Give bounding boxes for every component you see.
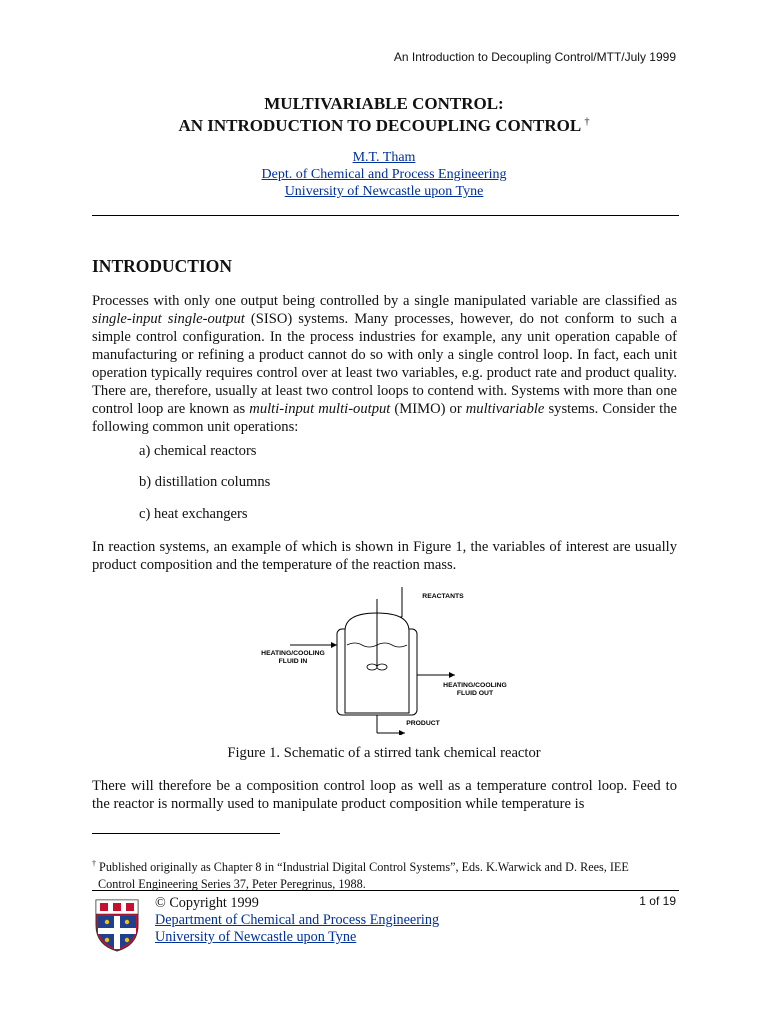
list-item-distillation: b) distillation columns xyxy=(139,474,271,490)
author-university-link[interactable]: University of Newcastle upon Tyne xyxy=(284,184,484,199)
para1-emph-2: multi-input multi-output xyxy=(249,401,391,417)
title-divider xyxy=(92,215,679,216)
author-name-link[interactable]: M.T. Tham xyxy=(352,150,416,165)
list-item-reactors: a) chemical reactors xyxy=(139,443,257,459)
label-product: PRODUCT xyxy=(406,720,440,727)
footer-divider xyxy=(92,890,679,891)
copyright: © Copyright 1999 xyxy=(155,895,259,911)
para1-text-4: systems. Consider the following common unit operations: xyxy=(92,401,677,435)
author-name[interactable] xyxy=(0,150,768,166)
university-crest-icon xyxy=(93,897,141,953)
figure-caption: Figure 1. Schematic of a stirred tank chemical reactor xyxy=(227,745,541,761)
title-line-2-text: AN INTRODUCTION TO DECOUPLING CONTROL xyxy=(178,116,581,135)
label-fluid-in-1: HEATING/COOLING xyxy=(261,650,325,657)
paragraph-control-loops: There will therefore be a composition control loop as well as a temperature control loop. Feed to the reactor is normally used to manipulate product composition while temperature is xyxy=(92,778,677,812)
reactor-schematic xyxy=(250,585,520,735)
fluid-out-arrow xyxy=(449,672,455,678)
page-number: 1 of 19 xyxy=(639,894,676,908)
para1-emph-1: single-input single-output xyxy=(92,311,245,327)
footnote-line-2: Control Engineering Series 37, Peter Peregrinus, 1988. xyxy=(98,877,366,892)
footnote-text-1: Published originally as Chapter 8 in “Industrial Digital Control Systems”, Eds. K.Warwick and D. Rees, IEE xyxy=(96,860,629,875)
author-dept-link[interactable]: Dept. of Chemical and Process Engineering xyxy=(261,167,507,182)
list-item-heat-exchangers: c) heat exchangers xyxy=(139,506,248,522)
footer-university-link[interactable]: University of Newcastle upon Tyne xyxy=(155,929,357,945)
author-dept[interactable] xyxy=(0,167,768,183)
title-line-2 xyxy=(0,116,768,136)
label-reactants: REACTANTS xyxy=(422,593,464,600)
fluid-in-arrow xyxy=(331,642,337,648)
author-university[interactable] xyxy=(0,184,768,200)
section-heading: INTRODUCTION xyxy=(92,256,233,276)
footnote-mark: † xyxy=(92,859,96,868)
para1-emph-3: multivariable xyxy=(465,401,545,417)
footnote-divider xyxy=(92,833,280,834)
title-dagger: † xyxy=(584,116,590,128)
paragraph-reaction-systems: In reaction systems, an example of which is shown in Figure 1, the variables of interest are usually product composition and the temperature of the reaction mass. xyxy=(92,539,677,573)
para1-text-2: (SISO) systems. Many processes, however, do not conform to such a simple control configuration. In the process industries for example, any unit operation capable of manufacturing or refining a product cannot do so with only a single control loop. In fact, each unit operation typically requires control over at least two variables, e.g. product rate and product quality. There are, therefore, usually at least two control loops to contend with. Systems with more than one control loop are known as xyxy=(92,311,677,417)
footer-dept-link[interactable]: Department of Chemical and Process Engineering xyxy=(155,912,440,928)
title-line-1: MULTIVARIABLE CONTROL: xyxy=(264,94,504,113)
label-fluid-out-2: FLUID OUT xyxy=(456,690,494,697)
para1-text-1: Processes with only one output being controlled by a single manipulated variable are classified as xyxy=(92,293,677,309)
label-fluid-out-1: HEATING/COOLING xyxy=(443,682,507,689)
running-header: An Introduction to Decoupling Control/MTT/July 1999 xyxy=(393,50,676,64)
paragraph-intro xyxy=(92,292,677,436)
footnote-line-1 xyxy=(92,855,677,876)
footnote xyxy=(92,855,677,893)
label-fluid-in-2: FLUID IN xyxy=(278,658,308,665)
para1-text-3: (MIMO) or xyxy=(390,401,466,417)
